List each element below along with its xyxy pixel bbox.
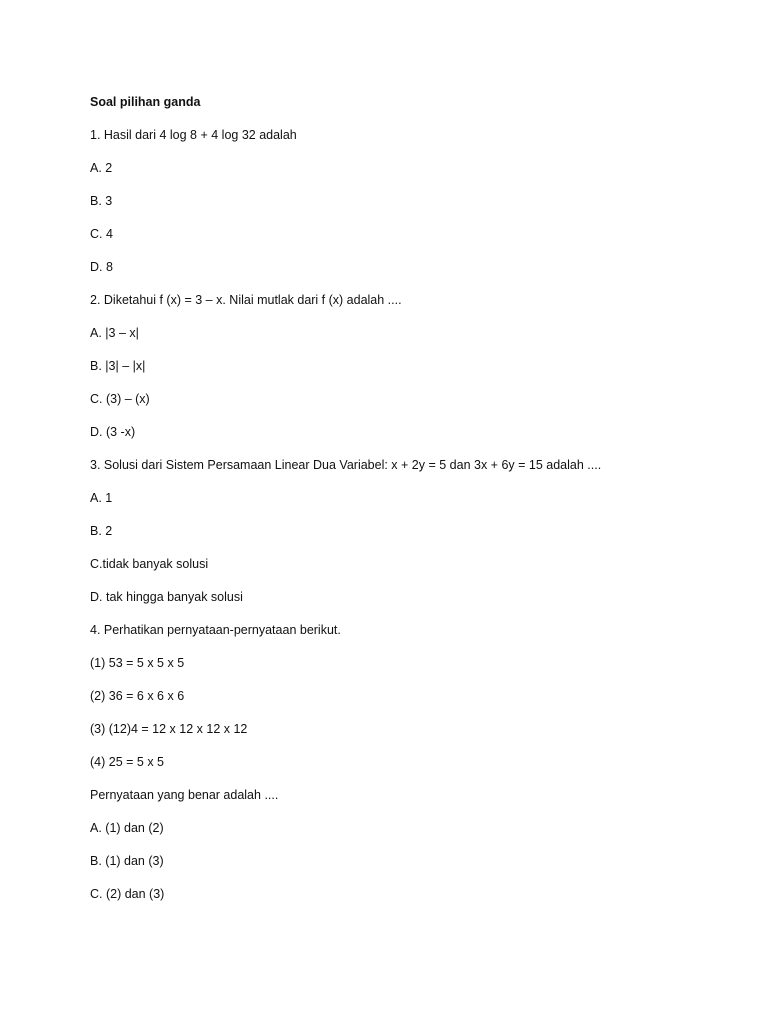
question-1-option-c: C. 4 (90, 227, 113, 241)
question-3-option-c: C.tidak banyak solusi (90, 557, 209, 571)
question-2-option-d: D. (3 -x) (90, 425, 136, 439)
question-4-prompt: Pernyataan yang benar adalah .... (90, 788, 279, 802)
question-2-option-b: B. |3| – |x| (90, 359, 146, 373)
question-1-text: 1. Hasil dari 4 log 8 + 4 log 32 adalah (90, 128, 297, 142)
question-1-option-d: D. 8 (90, 260, 113, 274)
question-4-statement-3: (3) (12)4 = 12 x 12 x 12 x 12 (90, 722, 248, 736)
question-3-option-a: A. 1 (90, 491, 113, 505)
question-2-option-c: C. (3) – (x) (90, 392, 150, 406)
question-4-option-c: C. (2) dan (3) (90, 887, 165, 901)
question-4-statement-4: (4) 25 = 5 x 5 (90, 755, 164, 769)
document-body (90, 93, 730, 918)
question-1-option-b: B. 3 (90, 194, 113, 208)
question-2-text: 2. Diketahui f (x) = 3 – x. Nilai mutlak dari f (x) adalah .... (90, 293, 402, 307)
question-3-option-b: B. 2 (90, 524, 113, 538)
question-4-statement-1: (1) 53 = 5 x 5 x 5 (90, 656, 185, 670)
question-4-option-a: A. (1) dan (2) (90, 821, 164, 835)
document-title: Soal pilihan ganda (90, 95, 201, 109)
question-1-option-a: A. 2 (90, 161, 113, 175)
question-2-option-a: A. |3 – x| (90, 326, 139, 340)
question-4-option-b: B. (1) dan (3) (90, 854, 164, 868)
question-3-option-d: D. tak hingga banyak solusi (90, 590, 243, 604)
question-4-statement-2: (2) 36 = 6 x 6 x 6 (90, 689, 185, 703)
question-3-text: 3. Solusi dari Sistem Persamaan Linear Dua Variabel: x + 2y = 5 dan 3x + 6y = 15 adalah .... (90, 458, 602, 472)
question-4-text: 4. Perhatikan pernyataan-pernyataan berikut. (90, 623, 341, 637)
